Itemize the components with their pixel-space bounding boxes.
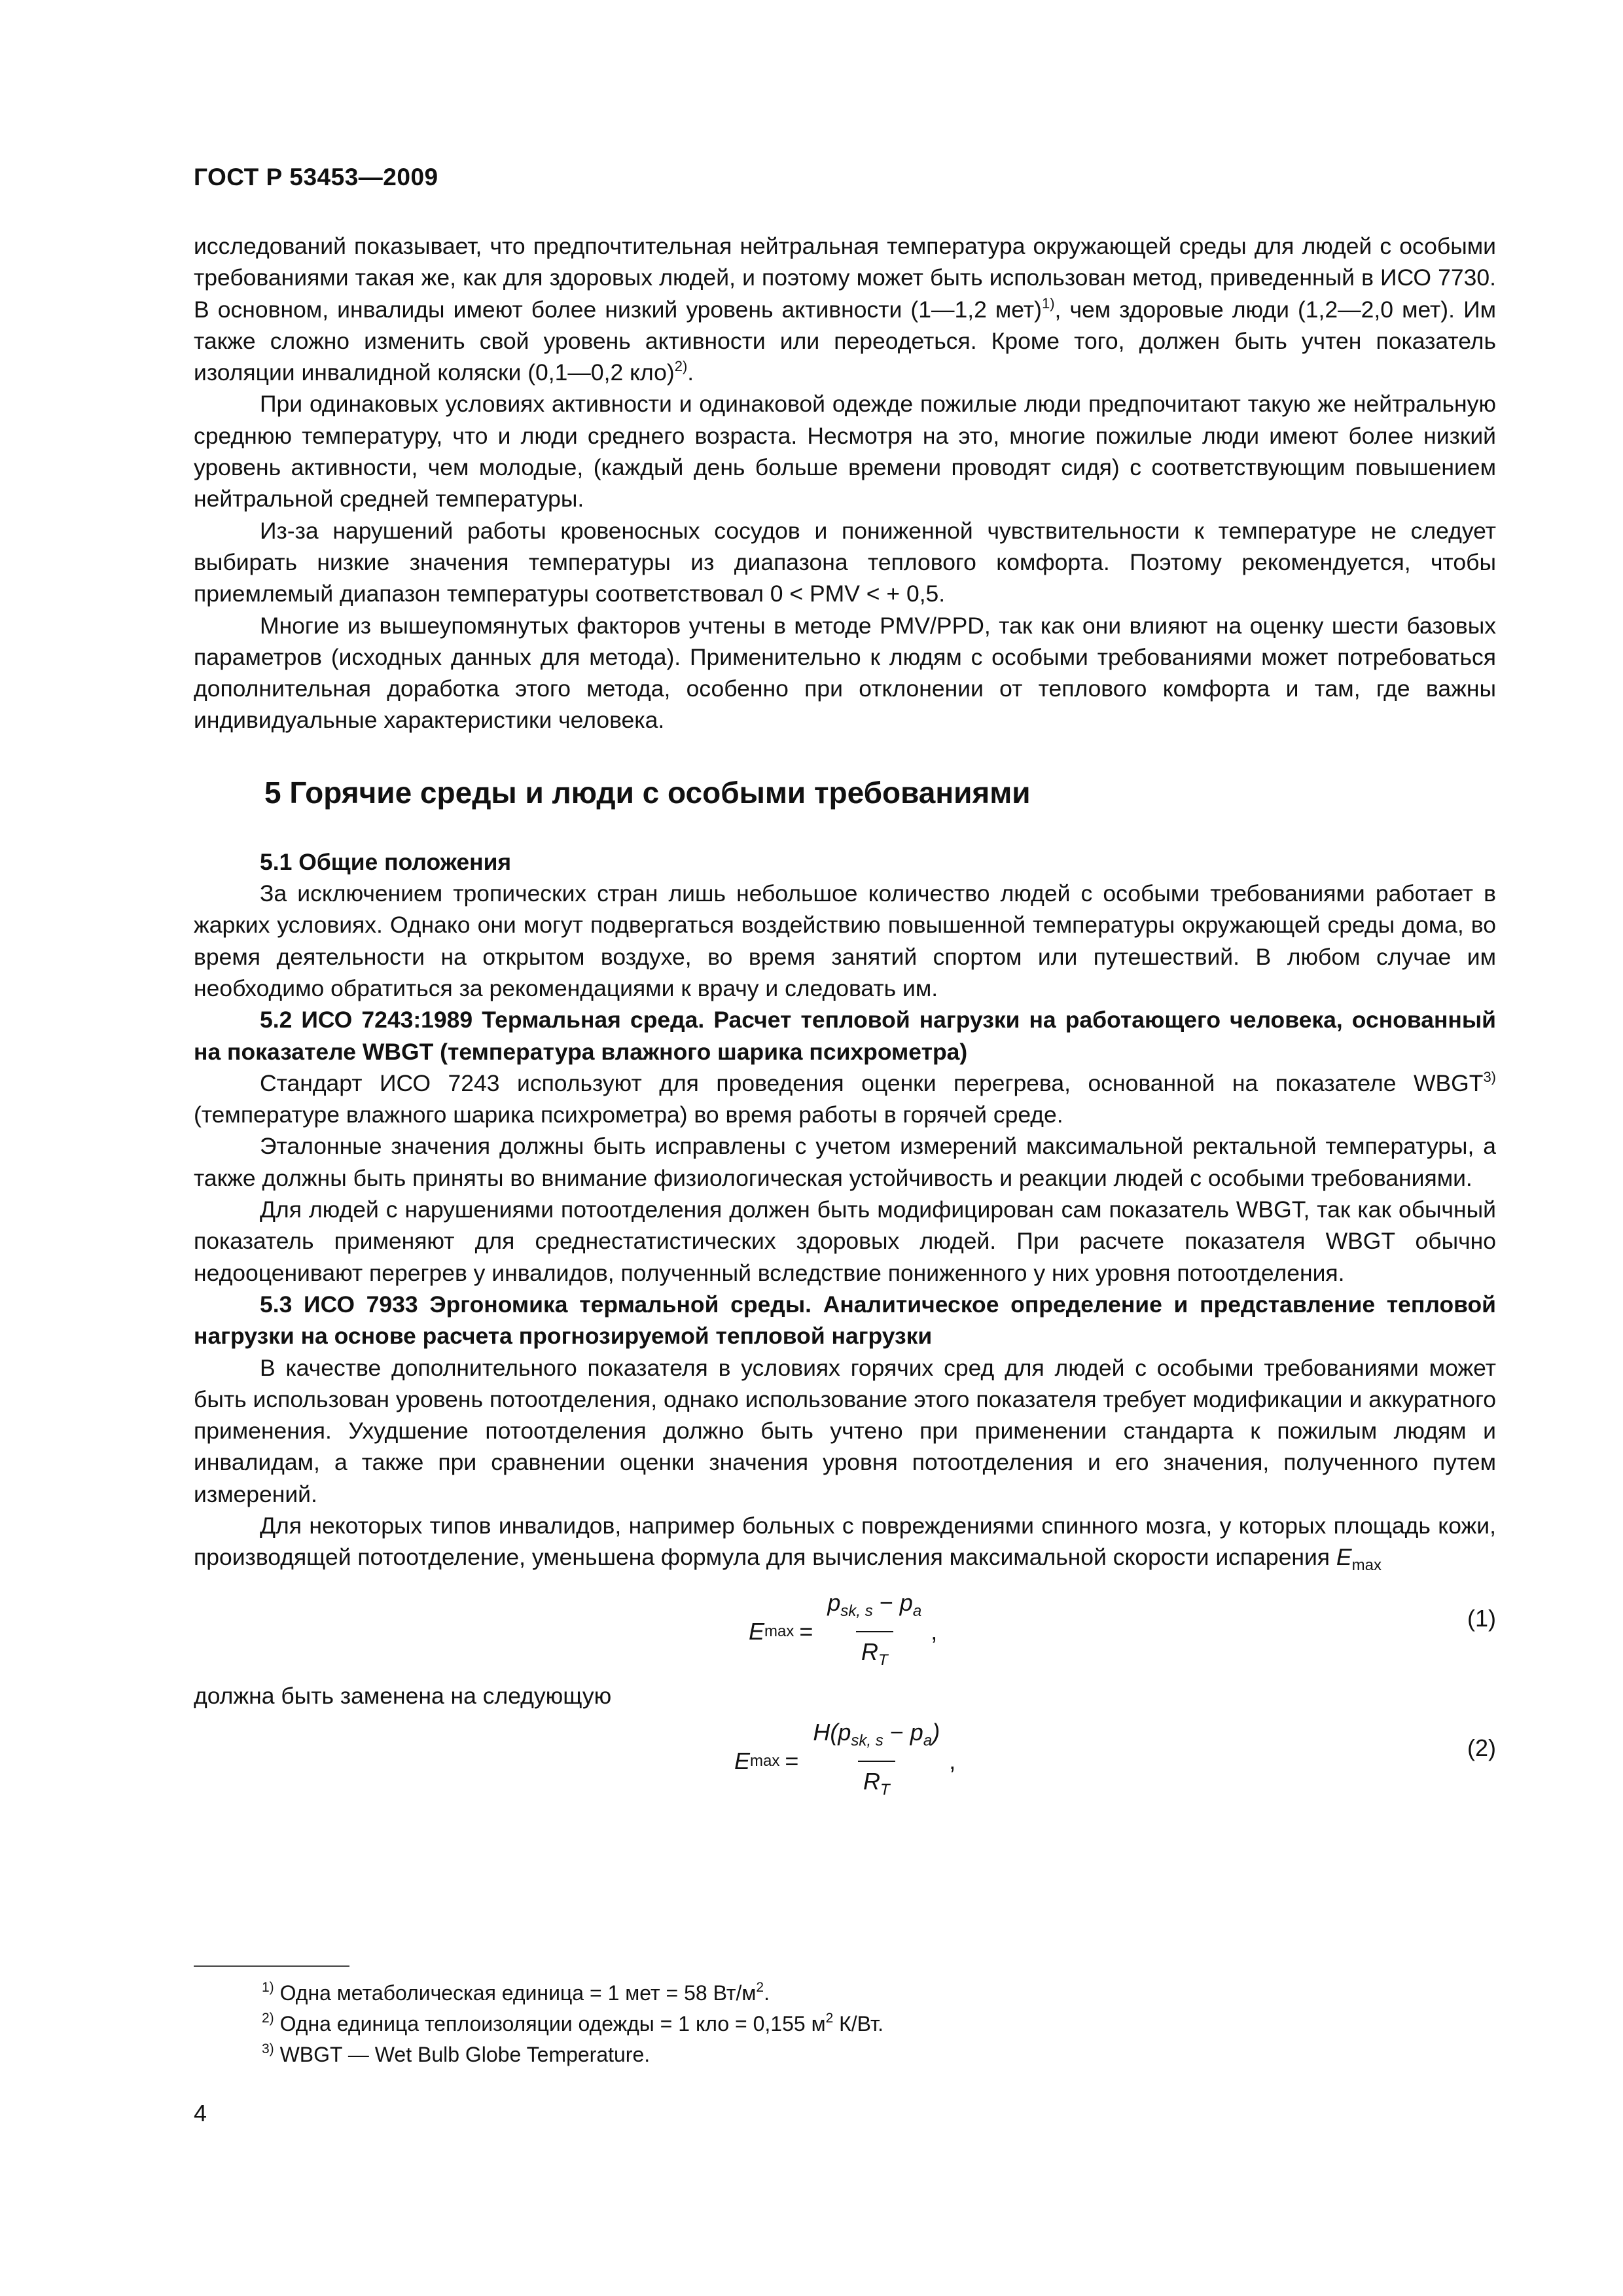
footnote-divider [194,1965,349,1967]
document-header: ГОСТ Р 53453—2009 [194,164,438,190]
section-5-3-para-2: Для некоторых типов инвалидов, например больных с повреждениями спинного мозга, у которых площадь кожи, производящей потоотделение, уменьшена формула для вычисления максимальной скорости испарения $E_{max}$ [194,1512,1496,1575]
page-number: 4 [194,2100,207,2126]
paragraph-intro-1: исследований показывает, что предпочтительная нейтральная температура окружающей среды для людей с особыми требованиями такая же, как для здоровых людей, и поэтому может быть использован метод, приведенный в ИСО 7730. В основном, инвалиды имеют более низкий уровень активности (1—1,2 мет)$^{1)}$, чем здоровые люди (1,2—2,0 мет). Им также сложно изменить свой уровень активности или переодеться. Кроме того, должен быть учтен показатель изоляции инвалидной коляски (0,1—0,2 кло)$^{2)}$. [194,233,1496,386]
section-5-3-heading: 5.3 ИСО 7933 Эргономика термальной среды. Аналитическое определение и представление тепловой нагрузки на основе расчета прогнозируемой тепловой нагрузки [194,1291,1496,1350]
footnote-ref-2: 2) [674,358,688,375]
formula-2-number: (2) [1467,1734,1496,1761]
formula-1: E max = $\frac{p_{sk, s} - p_a}{R_T}$ , (1) [194,1582,1496,1680]
between-formulas-text: должна быть заменена на следующую [194,1682,612,1709]
section-5-2-heading: 5.2 ИСО 7243:1989 Термальная среда. Расчет тепловой нагрузки на работающего человека, основанный на показателе WBGT (температура влажного шарика психрометра) [194,1007,1496,1065]
section-5-2-para-2: Эталонные значения должны быть исправлены с учетом измерений максимальной ректальной температуры, а также должны быть приняты во внимание физиологическая устойчивость и реакции людей с особыми требованиями. [194,1133,1496,1191]
section-5-heading: 5 Горячие среды и люди с особыми требованиями [264,775,1031,810]
formula-2-denominator: $R_T$ [858,1761,895,1806]
footnote-2: $^{2)}$ Одна единица теплоизоляции одежды = 1 кло = 0,155 $м^2$ К/Вт. [262,2011,883,2036]
section-5-2-para-1: Стандарт ИСО 7243 используют для проведения оценки перегрева, основанной на показателе WBGT$^{3)}$ (температуре влажного шарика психрометра) во время работы в горячей среде. [194,1068,1496,1128]
formula-1-number: (1) [1467,1604,1496,1632]
footnote-ref-1: 1) [1041,295,1055,312]
formula-2-numerator: $H(p_{sk, s} - p_a)$ [813,1718,940,1749]
formula-1-numerator: $p_{sk, s} - p_a$ [827,1588,922,1620]
emax-symbol: E [1336,1544,1352,1571]
footnote-3: $^{3)}$ WBGT — Wet Bulb Globe Temperature. [262,2041,651,2066]
footnote-ref-3: 3) [1483,1068,1496,1085]
section-5-2-para-3: Для людей с нарушениями потоотделения должен быть модифицирован сам показатель WBGT, так как обычный показатель применяют для среднестатистических здоровых людей. При расчете показателя WBGT обычно недооценивают перегрев у инвалидов, полученный вследствие пониженного у них уровня потоотделения. [194,1196,1496,1286]
section-5-1-text: За исключением тропических стран лишь небольшое количество людей с особыми требованиями работает в жарких условиях. Однако они могут подвергаться воздействию повышенной температуры окружающей среды дома, во время деятельности на открытом воздухе, во время занятий спортом или путешествий. В любом случае им необходимо обратиться за рекомендациями к врачу и следовать им. [194,880,1496,1001]
formula-2: E max = $\frac{H(p_{sk, s} - p_a)}{R_T}$ , (2) [194,1712,1496,1810]
paragraph-intro-3: Из-за нарушений работы кровеносных сосудов и пониженной чувствительности к температуре не следует выбирать низкие значения температуры из диапазона теплового комфорта. Поэтому рекомендуется, чтобы приемлемый диапазон температуры соответствовал 0 < PMV < + 0,5. [194,517,1496,607]
paragraph-intro-4: Многие из вышеупомянутых факторов учтены в методе PMV/PPD, так как они влияют на оценку шести базовых параметров (исходных данных для метода). Применительно к людям с особыми требованиями может потребоваться дополнительная доработка этого метода, особенно при отклонении от теплового комфорта и там, где важны индивидуальные характеристики человека. [194,612,1496,734]
section-5-3-para-1: В качестве дополнительного показателя в условиях горячих сред для людей с особыми требованиями может быть использован уровень потоотделения, однако использование этого показателя требует модификации и аккуратного применения. Ухудшение потоотделения должно быть учтено при применении стандарта к пожилым людям и инвалидам, а также при сравнении оценки значения уровня потоотделения и его значения, полученного путем измерений. [194,1354,1496,1507]
section-5-1-heading: 5.1 Общие положения [260,848,512,875]
main-content [194,230,1496,1810]
footnote-1: $^{1)}$ Одна метаболическая единица = 1 мет = 58 $Вт/м^2$. [262,1980,770,2005]
paragraph-intro-2: При одинаковых условиях активности и одинаковой одежде пожилые люди предпочитают такую же нейтральную среднюю температуру, что и люди среднего возраста. Несмотря на это, многие пожилые люди имеют более низкий уровень активности, чем молодые, (каждый день больше времени проводят сидя) с соответствующим повышением нейтральной средней температуры. [194,391,1496,512]
formula-1-fraction [822,1587,927,1677]
formula-2-fraction [808,1717,945,1806]
footnotes [262,1978,883,2070]
formula-1-denominator: $R_T$ [856,1631,893,1676]
